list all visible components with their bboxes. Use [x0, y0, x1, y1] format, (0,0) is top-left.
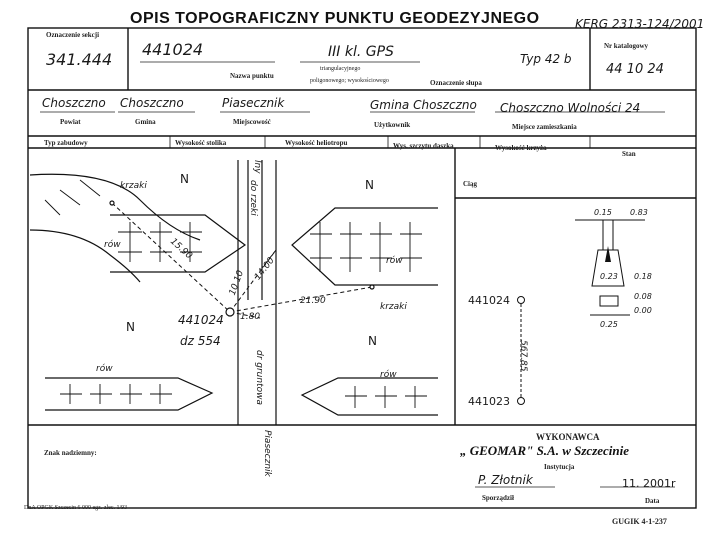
commune-value: Choszczno [120, 96, 184, 110]
bushes-label-1: krzaki [120, 181, 147, 191]
ditch-label-1: rów [104, 240, 121, 250]
sign-label: Znak nadziemny: [44, 449, 97, 457]
dim-top-2: 0.83 [630, 208, 648, 217]
field-road-label: dr gruntowa [254, 350, 264, 406]
name-option-1: triangulacyjnego [320, 66, 361, 72]
locality-label: Miejscowość [233, 118, 271, 126]
village-label: Piasecznik [262, 430, 272, 477]
distance-4: 1.80 [240, 312, 261, 322]
catalog-label: Nr katalogowy [604, 42, 649, 50]
date-value: 11. 2001r [622, 477, 676, 490]
ditch-label-3: rów [96, 364, 113, 374]
point-a-label: 441024 [468, 294, 510, 307]
form-id: GUGIK 4-1-237 [612, 517, 667, 526]
commune-label: Gmina [135, 118, 156, 126]
point-class: III kl. GPS [328, 44, 394, 60]
dim-low-1: 0.08 [634, 292, 652, 301]
dim-low-2: 0.00 [634, 306, 652, 315]
col-base-type: Typ zabudowy [44, 139, 88, 147]
col-heliotrope-height: Wysokość heliotropu [285, 139, 348, 147]
col-cross-height: Wysokość krzyża [495, 144, 547, 152]
form-title: OPIS TOPOGRAFICZNY PUNKTU GEODEZYJNEGO [130, 10, 540, 27]
distance-2: 10.10 [227, 269, 246, 297]
dim-base: 0.25 [600, 320, 618, 329]
bushes-label-2: krzaki [380, 302, 407, 312]
line-distance: 567.85 [518, 340, 528, 372]
contractor-name: „ GEOMAR" S.A. w Szczecinie [460, 443, 630, 458]
distance-1: 15.90 [167, 236, 194, 262]
date-label: Data [645, 497, 660, 505]
contractor-label: WYKONAWCA [536, 432, 600, 442]
name-label: Nazwa punktu [230, 72, 274, 80]
section-label: Oznaczenie sekcji [46, 31, 100, 39]
parcel-label: dz 554 [180, 334, 221, 348]
dim-mid-2: 0.18 [634, 272, 652, 281]
catalog-value: 44 10 24 [606, 62, 664, 77]
district-value: Choszczno [42, 96, 106, 110]
locality-value: Piasecznik [222, 96, 285, 110]
north-label-4: N [368, 334, 377, 348]
point-number: 441024 [142, 40, 204, 59]
dim-top-1: 0.15 [594, 208, 612, 217]
point-b-label: 441023 [468, 395, 510, 408]
col-table-height: Wysokość stolika [175, 139, 227, 147]
ditch-label-4: rów [380, 370, 397, 380]
col-top-height: Wys. szczytu daszka [393, 142, 454, 150]
col-stage: Stan [622, 150, 636, 158]
north-label-1: N [180, 172, 189, 186]
name-option-2: poligonowego; wysokościowego [310, 78, 389, 84]
dim-mid-1: 0.23 [600, 272, 618, 281]
road-label: do rzeki [248, 180, 258, 216]
document-reference: KERG 2313-124/2001 [575, 17, 705, 31]
north-label-2: N [365, 178, 374, 192]
author-name: P. Złotnik [478, 473, 533, 487]
institution-label: Instytucja [544, 463, 575, 471]
north-label-3: N [126, 320, 135, 334]
distance-3: 14.00 [253, 255, 277, 283]
print-note: DnA OPGK Szczecin 6 000 egz. zlec. 1/93 [24, 505, 128, 511]
ciag-label: Ciąg [463, 180, 477, 188]
pillar-label: Oznaczenie słupa [430, 79, 482, 87]
author-label: Sporządził [482, 494, 514, 502]
address-value: Choszczno Wolności 24 [500, 101, 641, 115]
road-sublabel: lny [252, 160, 262, 174]
user-label: Użytkownik [374, 121, 411, 129]
district-label: Powiat [60, 118, 81, 126]
address-label: Miejsce zamieszkania [512, 123, 577, 131]
point-type: Typ 42 b [520, 52, 572, 66]
section-value: 341.444 [46, 50, 113, 69]
ditch-label-2: rów [386, 256, 403, 266]
point-label: 441024 [178, 313, 224, 327]
user-value: Gmina Choszczno [370, 98, 477, 112]
distance-5: 21.90 [300, 296, 326, 306]
